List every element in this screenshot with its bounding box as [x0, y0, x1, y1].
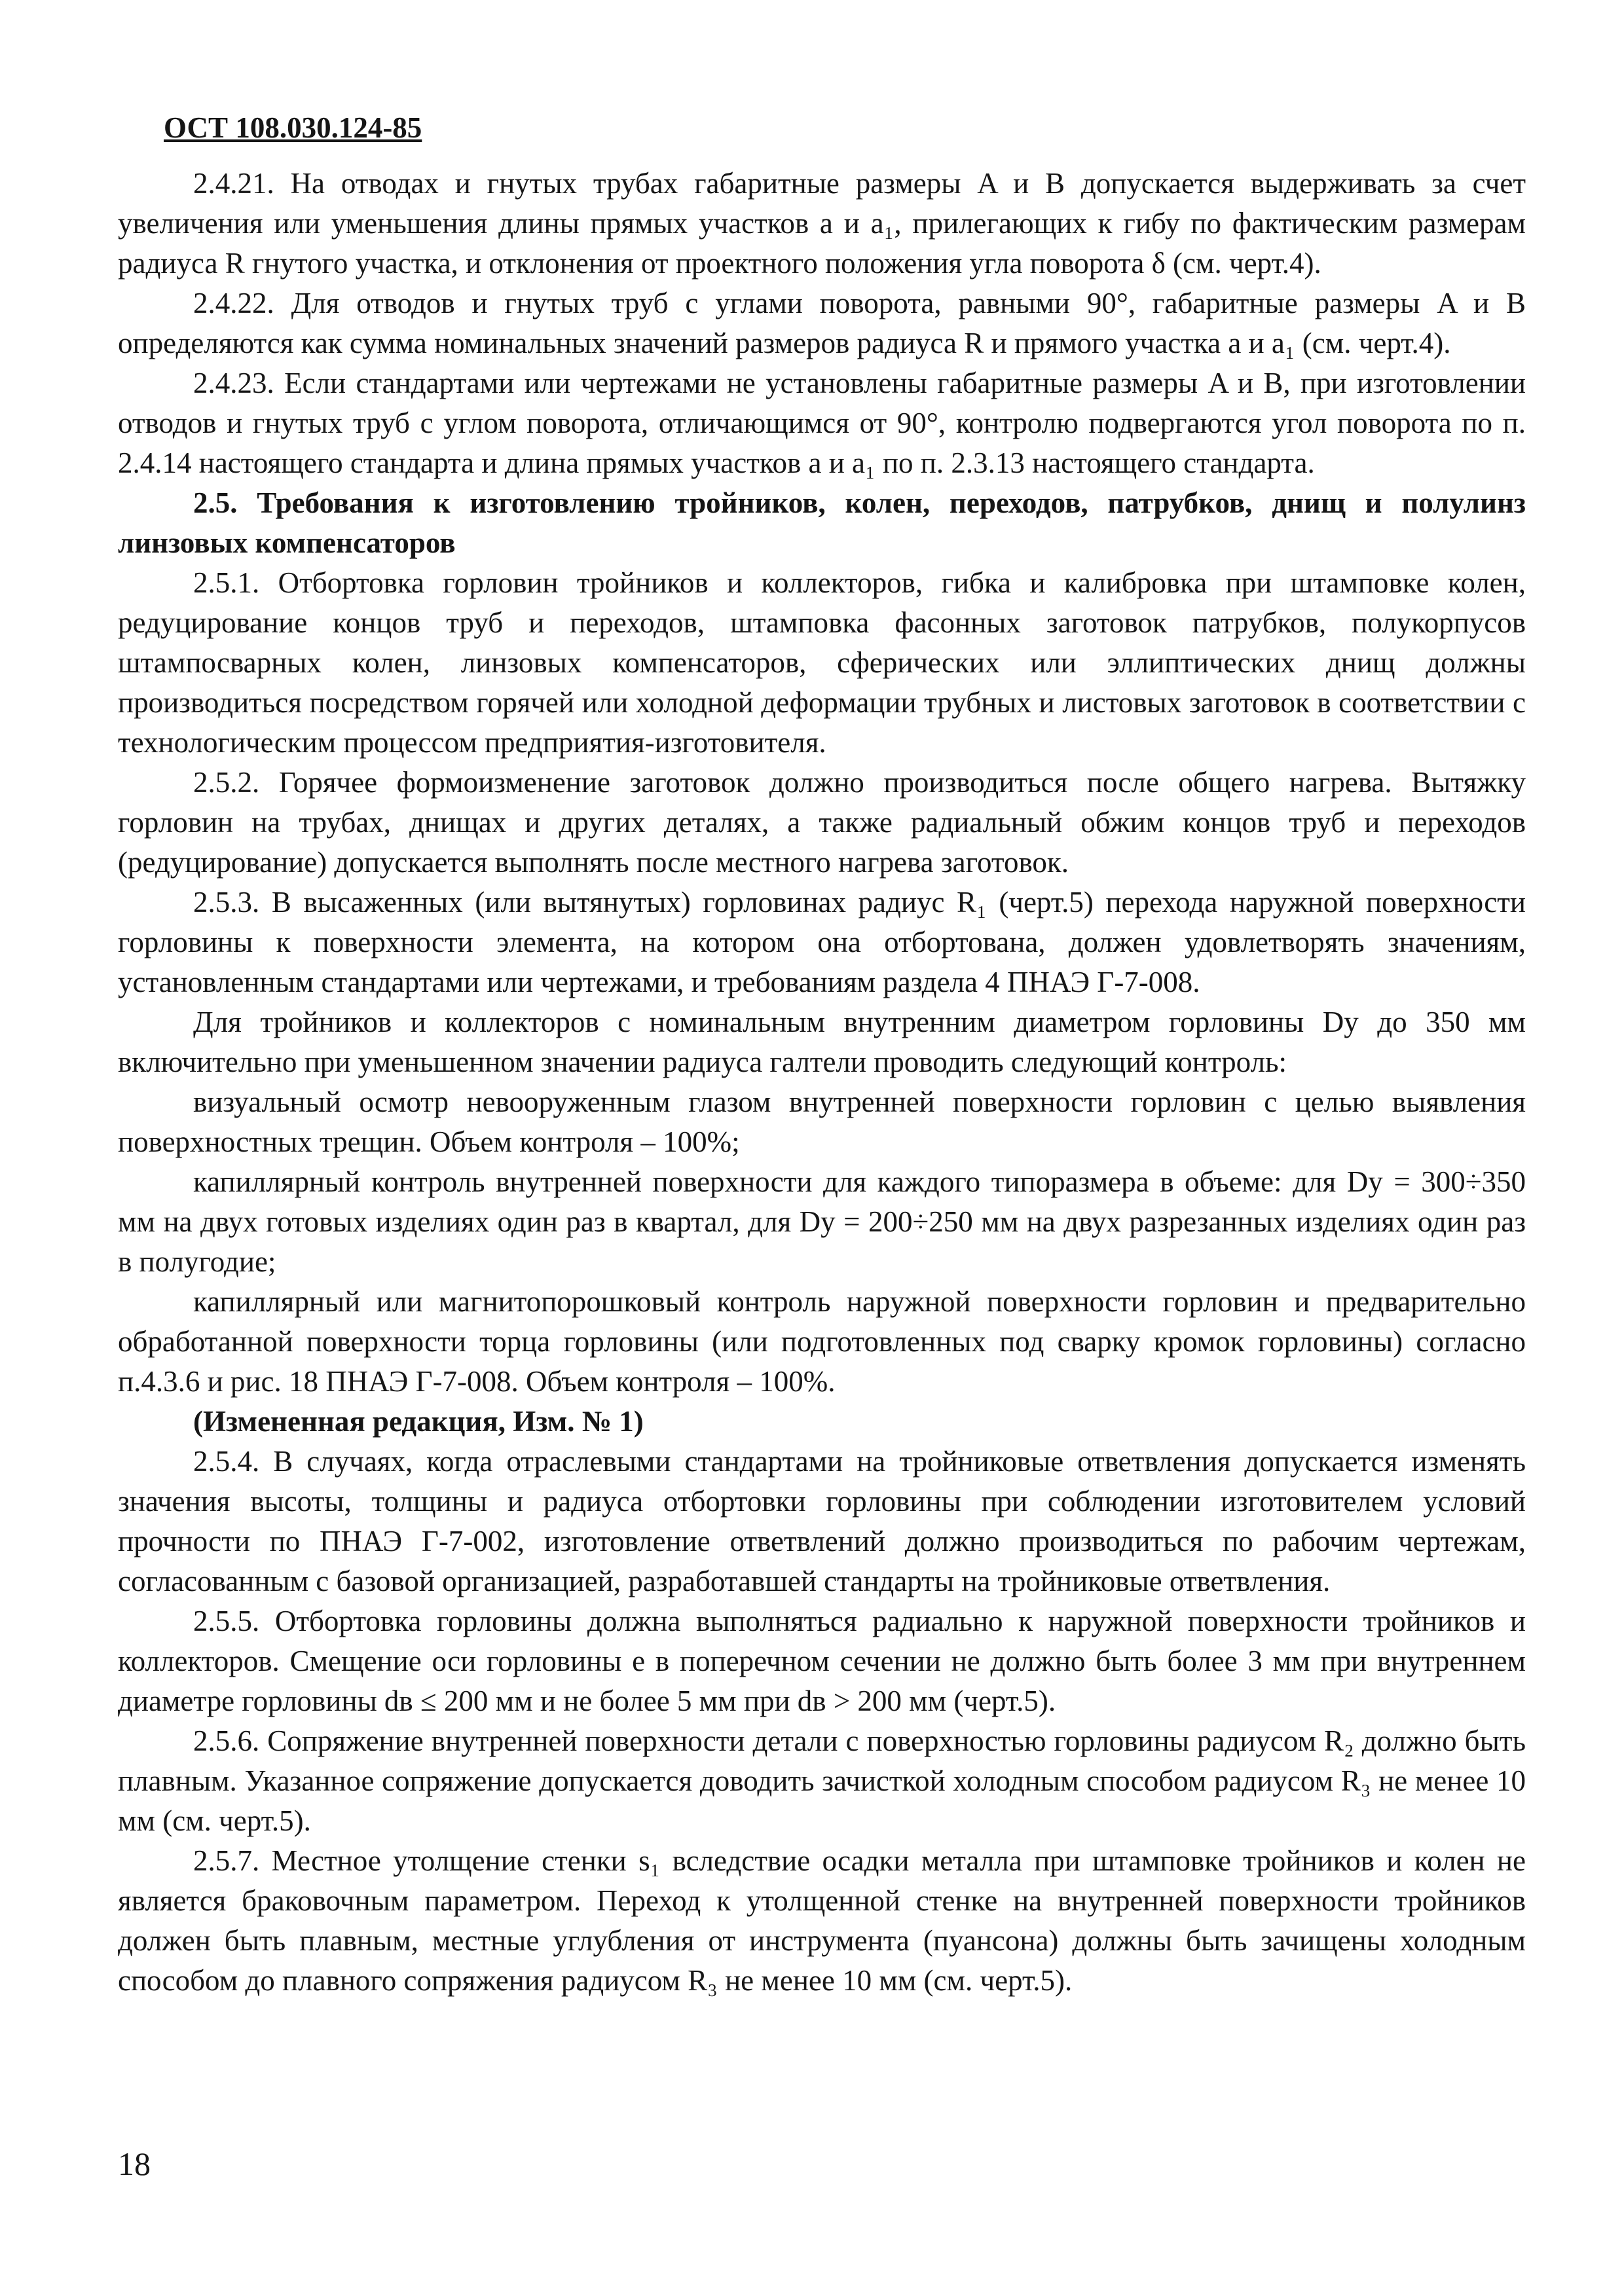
paragraph-2-5-6: 2.5.6. Сопряжение внутренней поверхности детали с поверхностью горловины радиусом R₂ должно быть плавным. Указанное сопряжение допускается доводить зачисткой холодным способом радиусом R₃ не менее 10 мм (см. черт.5). — [118, 1724, 1526, 1837]
paragraph-2-4-21: 2.4.21. На отводах и гнутых трубах габаритные размеры A и B допускается выдерживать за счет увеличения или уменьшения длины прямых участков a и a₁, прилегающих к гибу по фактическим размерам радиуса R гнутого участка, и отклонения от проектного положения угла поворота δ (см. черт.4). — [118, 167, 1526, 280]
document-body — [118, 164, 1526, 2001]
paragraph-capillary-inner: капиллярный контроль внутренней поверхности для каждого типоразмера в объеме: для Dу = 300÷350 мм на двух готовых изделиях один раз в квартал, для Dу = 200÷250 мм на двух разрезанных изделиях один раз в полугодие; — [118, 1165, 1526, 1278]
paragraph-2-4-23: 2.4.23. Если стандартами или чертежами не установлены габаритные размеры A и B, при изготовлении отводов и гнутых труб с углом поворота, отличающимся от 90°, контролю подвергаются угол поворота по п. 2.4.14 настоящего стандарта и длина прямых участков a и a₁ по п. 2.3.13 настоящего стандарта. — [118, 367, 1526, 479]
paragraph-2-5-5: 2.5.5. Отбортовка горловины должна выполняться радиально к наружной поверхности тройников и коллекторов. Смещение оси горловины e в поперечном сечении не должно быть более 3 мм при внутреннем диаметре горловины dв ≤ 200 мм и не более 5 мм при dв > 200 мм (черт.5). — [118, 1605, 1526, 1717]
paragraph-2-5-3: 2.5.3. В высаженных (или вытянутых) горловинах радиус R₁ (черт.5) перехода наружной поверхности горловины к поверхности элемента, на котором она отбортована, должен удовлетворять значениям, установленным стандартами или чертежами, и требованиям раздела 4 ПНАЭ Г-7-008. — [118, 886, 1526, 998]
page-number: 18 — [118, 2145, 151, 2182]
amendment-note: (Измененная редакция, Изм. № 1) — [193, 1405, 644, 1438]
paragraph-2-5-1: 2.5.1. Отбортовка горловин тройников и коллекторов, гибка и калибровка при штамповке колен, редуцирование концов труб и переходов, штамповка фасонных заготовок патрубков, полукорпусов штампосварных колен, линзовых компенсаторов, сферических или эллиптических днищ должны производиться посредством горячей или холодной деформации трубных и листовых заготовок в соответствии с технологическим процессом предприятия-изготовителя. — [118, 566, 1526, 759]
paragraph-2-5-7: 2.5.7. Местное утолщение стенки s₁ вследствие осадки металла при штамповке тройников и колен не является браковочным параметром. Переход к утолщенной стенке на внутренней поверхности тройников должен быть плавным, местные углубления от инструмента (пуансона) должны быть зачищены холодным способом до плавного сопряжения радиусом R₃ не менее 10 мм (см. черт.5). — [118, 1844, 1526, 1997]
paragraph-capillary-outer: капиллярный или магнитопорошковый контроль наружной поверхности горловин и предварительно обработанной поверхности торца горловины (или подготовленных под сварку кромок горловины) согласно п.4.3.6 и рис. 18 ПНАЭ Г-7-008. Объем контроля – 100%. — [118, 1285, 1526, 1398]
document-header: ОСТ 108.030.124-85 — [164, 111, 422, 144]
paragraph-2-5-2: 2.5.2. Горячее формоизменение заготовок должно производиться после общего нагрева. Вытяжку горловин на трубах, днищах и других деталях, а также радиальный обжим концов труб и переходов (редуцирование) допускается выполнять после местного нагрева заготовок. — [118, 766, 1526, 879]
paragraph-2-4-22: 2.4.22. Для отводов и гнутых труб с углами поворота, равными 90°, габаритные размеры A и B определяются как сумма номинальных значений размеров радиуса R и прямого участка a и a₁ (см. черт.4). — [118, 287, 1526, 359]
paragraph-control-intro: Для тройников и коллекторов с номинальным внутренним диаметром горловины Dу до 350 мм включительно при уменьшенном значении радиуса галтели проводить следующий контроль: — [118, 1006, 1526, 1078]
section-heading-2-5: 2.5. Требования к изготовлению тройников, колен, переходов, патрубков, днищ и полулинз линзовых компенсаторов — [118, 486, 1526, 559]
paragraph-2-5-4: 2.5.4. В случаях, когда отраслевыми стандартами на тройниковые ответвления допускается изменять значения высоты, толщины и радиуса отбортовки горловины при соблюдении изготовителем условий прочности по ПНАЭ Г-7-002, изготовление ответвлений должно производиться по рабочим чертежам, согласованным с базовой организацией, разработавшей стандарты на тройниковые ответвления. — [118, 1445, 1526, 1597]
paragraph-visual-inspection: визуальный осмотр невооруженным глазом внутренней поверхности горловин с целью выявления поверхностных трещин. Объем контроля – 100%; — [118, 1085, 1526, 1158]
